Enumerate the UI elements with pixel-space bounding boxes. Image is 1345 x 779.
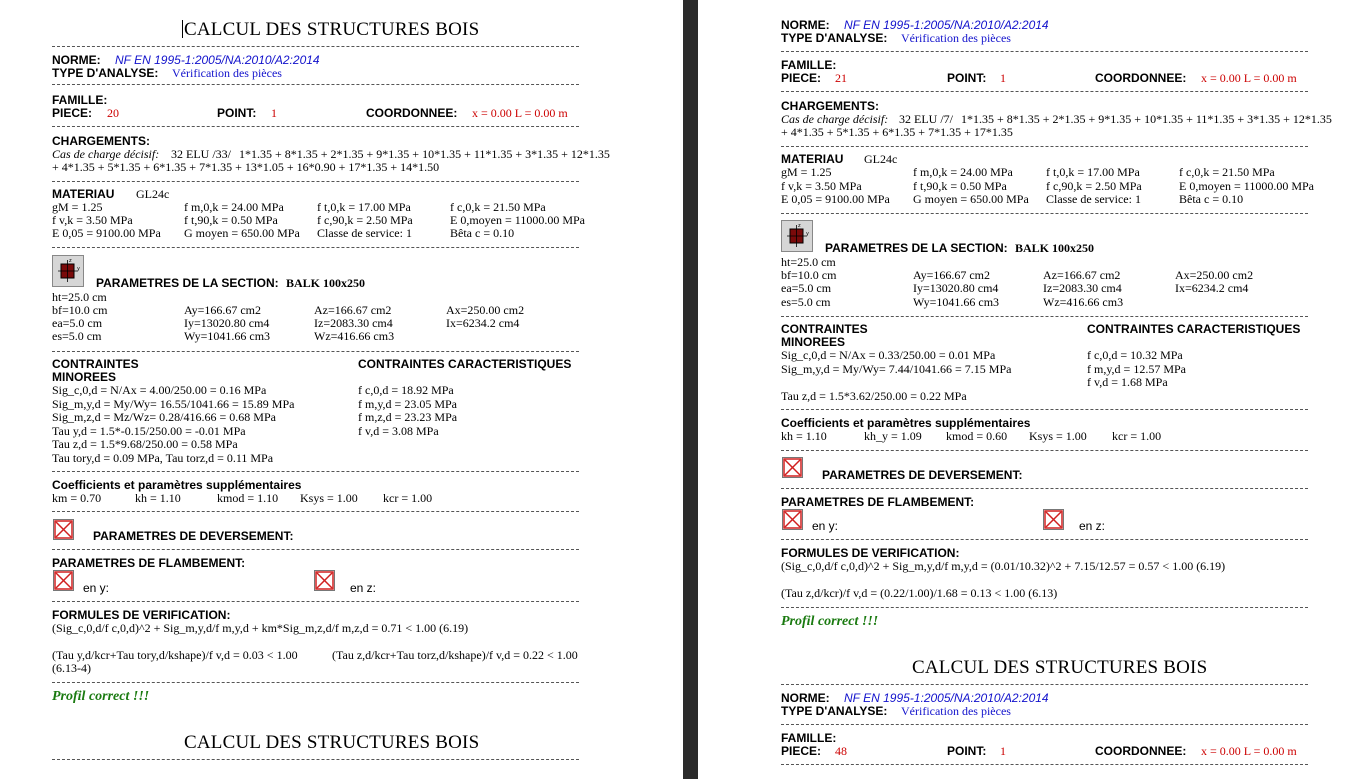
- separator: [781, 539, 1308, 540]
- material-prop: f c,90,k = 2.50 MPa: [317, 213, 413, 227]
- caract-line: f c,0,d = 18.92 MPa: [358, 383, 454, 397]
- caract-line: f m,z,d = 23.23 MPa: [358, 410, 458, 424]
- flambement-y-icon: [53, 570, 74, 591]
- formule-line: (Tau z,d/kcr+Tau torz,d/kshape)/f v,d = 0.22 < 1.00: [332, 648, 578, 662]
- separator: [781, 146, 1308, 147]
- material-prop: Classe de service: 1: [1046, 192, 1141, 206]
- material-prop: f c,90,k = 2.50 MPa: [1046, 179, 1142, 193]
- point-value: 1: [1000, 744, 1006, 758]
- contrainte-line: Tau y,d = 1.5*-0.15/250.00 = -0.01 MPa: [52, 424, 246, 438]
- contrainte-line: Sig_c,0,d = N/Ax = 4.00/250.00 = 0.16 MPa: [52, 383, 267, 397]
- point-label: POINT:: [217, 106, 257, 120]
- caract-line: f m,y,d = 23.05 MPa: [358, 397, 457, 411]
- separator: [781, 316, 1308, 317]
- norme-label: NORME:: [52, 53, 101, 67]
- separator: [781, 607, 1308, 608]
- norme-label: NORME:: [781, 691, 830, 705]
- section-prop: Wz=416.66 cm3: [314, 329, 395, 343]
- svg-text:z: z: [798, 223, 801, 229]
- cas-value: 32 ELU /33/: [171, 147, 231, 161]
- separator: [52, 511, 579, 512]
- svg-text:y: y: [77, 266, 80, 272]
- section-prop: ea=5.0 cm: [52, 316, 103, 330]
- combination-line: 1*1.35 + 8*1.35 + 2*1.35 + 9*1.35 + 10*1.35 + 11*1.35 + 3*1.35 + 12*1.35: [239, 147, 610, 161]
- svg-text:z: z: [69, 258, 72, 264]
- point-label: POINT:: [947, 744, 987, 758]
- section-prop: Wy=1041.66 cm3: [913, 295, 1000, 309]
- contraintes-label: CONTRAINTES: [781, 322, 868, 336]
- piece-value: 21: [835, 71, 847, 85]
- separator: [52, 247, 579, 248]
- section-prop: Iy=13020.80 cm4: [184, 316, 270, 330]
- cas-decisif-label: Cas de charge décisif:: [781, 112, 889, 126]
- point-value: 1: [1000, 71, 1006, 85]
- formules-label: FORMULES DE VERIFICATION:: [52, 608, 231, 622]
- material-prop: E 0,moyen = 11000.00 MPa: [450, 213, 585, 227]
- piece-value: 48: [835, 744, 847, 758]
- materiau-label: MATERIAU: [52, 187, 115, 201]
- material-prop: gM = 1.25: [52, 200, 103, 214]
- formule-line: (Sig_c,0,d/f c,0,d)^2 + Sig_m,y,d/f m,y,d = (0.01/10.32)^2 + 7.15/12.57 = 0.57 < 1.00 (6.19): [781, 559, 1226, 573]
- section-prop: Ix=6234.2 cm4: [1175, 281, 1249, 295]
- chargements-label: CHARGEMENTS:: [781, 99, 879, 113]
- material-prop: Classe de service: 1: [317, 226, 412, 240]
- doc-title: CALCUL DES STRUCTURES BOIS: [912, 657, 1208, 678]
- materiau-value: GL24c: [136, 187, 170, 201]
- section-shape-icon: [52, 255, 84, 287]
- section-prop: Iy=13020.80 cm4: [913, 281, 999, 295]
- piece-label: PIECE:: [781, 71, 822, 85]
- material-prop: f m,0,k = 24.00 MPa: [913, 165, 1013, 179]
- document-page-right: [698, 0, 1345, 779]
- type-analyse-label: TYPE D'ANALYSE:: [781, 704, 888, 718]
- section-prop: Iz=2083.30 cm4: [314, 316, 393, 330]
- type-analyse-label: TYPE D'ANALYSE:: [781, 31, 888, 45]
- separator: [781, 488, 1308, 489]
- deversement-label: PARAMETRES DE DEVERSEMENT:: [93, 529, 294, 543]
- coeff-value: kmod = 1.10: [217, 491, 279, 505]
- separator: [52, 46, 579, 47]
- coordonnee-value: x = 0.00 L = 0.00 m: [1201, 744, 1297, 758]
- material-prop: G moyen = 650.00 MPa: [913, 192, 1029, 206]
- separator: [52, 84, 579, 85]
- doc-title: CALCUL DES STRUCTURES BOIS: [184, 19, 480, 40]
- material-prop: G moyen = 650.00 MPa: [184, 226, 300, 240]
- coeffs-label: Coefficients et paramètres supplémentaires: [52, 478, 302, 492]
- flambement-z-icon: [1043, 509, 1064, 530]
- material-prop: f t,90,k = 0.50 MPa: [913, 179, 1007, 193]
- doc-title: CALCUL DES STRUCTURES BOIS: [184, 732, 480, 753]
- coeff-value: Ksys = 1.00: [1029, 429, 1087, 443]
- coordonnee-label: COORDONNEE:: [366, 106, 458, 120]
- coeff-value: kh = 1.10: [781, 429, 827, 443]
- separator: [52, 549, 579, 550]
- section-shape-icon: [781, 220, 813, 252]
- material-prop: f t,0,k = 17.00 MPa: [1046, 165, 1140, 179]
- caract-line: f v,d = 3.08 MPa: [358, 424, 439, 438]
- material-prop: E 0,05 = 9100.00 MPa: [52, 226, 161, 240]
- section-prop: Az=166.67 cm2: [314, 303, 392, 317]
- separator: [781, 51, 1308, 52]
- section-prop: Wz=416.66 cm3: [1043, 295, 1124, 309]
- cas-value: 32 ELU /7/: [899, 112, 953, 126]
- formule-line: (Tau y,d/kcr+Tau tory,d/kshape)/f v,d = 0.03 < 1.00: [52, 648, 298, 662]
- point-label: POINT:: [947, 71, 987, 85]
- profil-correct: Profil correct !!!: [52, 689, 150, 704]
- coeff-value: kcr = 1.00: [1112, 429, 1162, 443]
- section-prop: Iz=2083.30 cm4: [1043, 281, 1122, 295]
- materiau-label: MATERIAU: [781, 152, 844, 166]
- formule-line: (Tau z,d/kcr)/f v,d = (0.22/1.00)/1.68 = 0.13 < 1.00 (6.13): [781, 586, 1058, 600]
- contrainte-line: Sig_m,y,d = My/Wy= 16.55/1041.66 = 15.89 MPa: [52, 397, 295, 411]
- contraintes-caract-label: CONTRAINTES CARACTERISTIQUES: [358, 357, 572, 371]
- norme-label: NORME:: [781, 18, 830, 32]
- separator: [781, 724, 1308, 725]
- material-prop: Bêta c = 0.10: [1179, 192, 1244, 206]
- flambement-z-icon: [314, 570, 335, 591]
- deversement-icon: [782, 457, 803, 478]
- separator: [52, 759, 579, 760]
- coeff-value: kh_y = 1.09: [864, 429, 922, 443]
- material-prop: gM = 1.25: [781, 165, 832, 179]
- deversement-icon: [53, 519, 74, 540]
- type-analyse-value: Vérification des pièces: [172, 66, 282, 80]
- separator: [781, 450, 1308, 451]
- norme-value: NF EN 1995-1:2005/NA:2010/A2:2014: [844, 691, 1049, 705]
- en-y-label: en y:: [812, 519, 839, 533]
- contrainte-line: Tau tory,d = 0.09 MPa, Tau torz,d = 0.11 MPa: [52, 451, 274, 465]
- point-value: 1: [271, 106, 277, 120]
- flambement-label: PARAMETRES DE FLAMBEMENT:: [781, 495, 975, 509]
- section-prop: Ax=250.00 cm2: [1175, 268, 1254, 282]
- contrainte-line: Sig_m,z,d = Mz/Wz= 0.28/416.66 = 0.68 MPa: [52, 410, 276, 424]
- material-prop: f c,0,k = 21.50 MPa: [450, 200, 546, 214]
- separator: [781, 213, 1308, 214]
- coordonnee-label: COORDONNEE:: [1095, 744, 1187, 758]
- coeff-value: kmod = 0.60: [946, 429, 1008, 443]
- separator: [52, 351, 579, 352]
- separator: [781, 409, 1308, 410]
- flambement-y-icon: [782, 509, 803, 530]
- famille-label: FAMILLE:: [781, 58, 837, 72]
- caract-line: f c,0,d = 10.32 MPa: [1087, 348, 1183, 362]
- separator: [52, 682, 579, 683]
- type-analyse-label: TYPE D'ANALYSE:: [52, 66, 159, 80]
- section-name: BALK 100x250: [286, 276, 366, 290]
- contrainte-line: Tau z,d = 1.5*3.62/250.00 = 0.22 MPa: [781, 389, 967, 403]
- section-prop: Ax=250.00 cm2: [446, 303, 525, 317]
- separator: [781, 684, 1308, 685]
- profil-correct: Profil correct !!!: [781, 614, 879, 629]
- minorees-label: MINOREES: [52, 370, 117, 384]
- piece-value: 20: [107, 106, 119, 120]
- formule-line: (6.13-4): [52, 661, 91, 675]
- contrainte-line: Sig_m,y,d = My/Wy= 7.44/1041.66 = 7.15 MPa: [781, 362, 1012, 376]
- section-prop: Ay=166.67 cm2: [184, 303, 261, 317]
- famille-label: FAMILLE:: [781, 731, 837, 745]
- coordonnee-value: x = 0.00 L = 0.00 m: [472, 106, 568, 120]
- section-prop: Az=166.67 cm2: [1043, 268, 1121, 282]
- separator: [52, 181, 579, 182]
- separator: [52, 601, 579, 602]
- text-cursor: [182, 20, 183, 38]
- material-prop: f t,90,k = 0.50 MPa: [184, 213, 278, 227]
- coeff-value: kcr = 1.00: [383, 491, 433, 505]
- separator: [52, 126, 579, 127]
- section-prop: bf=10.0 cm: [52, 303, 108, 317]
- coeff-value: kh = 1.10: [135, 491, 181, 505]
- material-prop: f m,0,k = 24.00 MPa: [184, 200, 284, 214]
- contraintes-label: CONTRAINTES: [52, 357, 139, 371]
- params-section-label: PARAMETRES DE LA SECTION:: [825, 241, 1008, 255]
- caract-line: f v,d = 1.68 MPa: [1087, 375, 1168, 389]
- caract-line: f m,y,d = 12.57 MPa: [1087, 362, 1186, 376]
- contrainte-line: Sig_c,0,d = N/Ax = 0.33/250.00 = 0.01 MPa: [781, 348, 996, 362]
- flambement-label: PARAMETRES DE FLAMBEMENT:: [52, 556, 246, 570]
- contrainte-line: Tau z,d = 1.5*9.68/250.00 = 0.58 MPa: [52, 437, 238, 451]
- combination-line: + 4*1.35 + 5*1.35 + 6*1.35 + 7*1.35 + 17*1.35: [781, 125, 1013, 139]
- norme-value: NF EN 1995-1:2005/NA:2010/A2:2014: [844, 18, 1049, 32]
- page-gutter: [683, 0, 698, 779]
- material-prop: f t,0,k = 17.00 MPa: [317, 200, 411, 214]
- combination-line: 1*1.35 + 8*1.35 + 2*1.35 + 9*1.35 + 10*1.35 + 11*1.35 + 3*1.35 + 12*1.35: [961, 112, 1332, 126]
- deversement-label: PARAMETRES DE DEVERSEMENT:: [822, 468, 1023, 482]
- section-prop: Ay=166.67 cm2: [913, 268, 990, 282]
- coeffs-label: Coefficients et paramètres supplémentaires: [781, 416, 1031, 430]
- piece-label: PIECE:: [781, 744, 822, 758]
- contraintes-caract-label: CONTRAINTES CARACTERISTIQUES: [1087, 322, 1301, 336]
- en-y-label: en y:: [83, 581, 110, 595]
- material-prop: E 0,moyen = 11000.00 MPa: [1179, 179, 1314, 193]
- section-prop: bf=10.0 cm: [781, 268, 837, 282]
- coordonnee-label: COORDONNEE:: [1095, 71, 1187, 85]
- materiau-value: GL24c: [864, 152, 898, 166]
- piece-label: PIECE:: [52, 106, 93, 120]
- section-prop: es=5.0 cm: [781, 295, 831, 309]
- section-prop: ht=25.0 cm: [52, 290, 107, 304]
- coordonnee-value: x = 0.00 L = 0.00 m: [1201, 71, 1297, 85]
- section-prop: ht=25.0 cm: [781, 255, 836, 269]
- en-z-label: en z:: [350, 581, 377, 595]
- type-analyse-value: Vérification des pièces: [901, 31, 1011, 45]
- material-prop: f v,k = 3.50 MPa: [52, 213, 133, 227]
- combination-line: + 4*1.35 + 5*1.35 + 6*1.35 + 7*1.35 + 13*1.05 + 16*0.90 + 17*1.35 + 14*1.50: [52, 160, 440, 174]
- section-prop: Wy=1041.66 cm3: [184, 329, 271, 343]
- separator: [52, 471, 579, 472]
- section-name: BALK 100x250: [1015, 241, 1095, 255]
- section-prop: Ix=6234.2 cm4: [446, 316, 520, 330]
- separator: [781, 764, 1308, 765]
- separator: [781, 91, 1308, 92]
- coeff-value: km = 0.70: [52, 491, 102, 505]
- material-prop: f v,k = 3.50 MPa: [781, 179, 862, 193]
- famille-label: FAMILLE:: [52, 93, 108, 107]
- minorees-label: MINOREES: [781, 335, 846, 349]
- material-prop: f c,0,k = 21.50 MPa: [1179, 165, 1275, 179]
- en-z-label: en z:: [1079, 519, 1106, 533]
- type-analyse-value: Vérification des pièces: [901, 704, 1011, 718]
- formules-label: FORMULES DE VERIFICATION:: [781, 546, 960, 560]
- section-prop: ea=5.0 cm: [781, 281, 832, 295]
- material-prop: Bêta c = 0.10: [450, 226, 515, 240]
- coeff-value: Ksys = 1.00: [300, 491, 358, 505]
- svg-text:y: y: [806, 231, 809, 237]
- chargements-label: CHARGEMENTS:: [52, 134, 150, 148]
- norme-value: NF EN 1995-1:2005/NA:2010/A2:2014: [115, 53, 320, 67]
- section-prop: es=5.0 cm: [52, 329, 102, 343]
- material-prop: E 0,05 = 9100.00 MPa: [781, 192, 890, 206]
- params-section-label: PARAMETRES DE LA SECTION:: [96, 276, 279, 290]
- cas-decisif-label: Cas de charge décisif:: [52, 147, 160, 161]
- formule-line: (Sig_c,0,d/f c,0,d)^2 + Sig_m,y,d/f m,y,d + km*Sig_m,z,d/f m,z,d = 0.71 < 1.00 (6.19): [52, 621, 469, 635]
